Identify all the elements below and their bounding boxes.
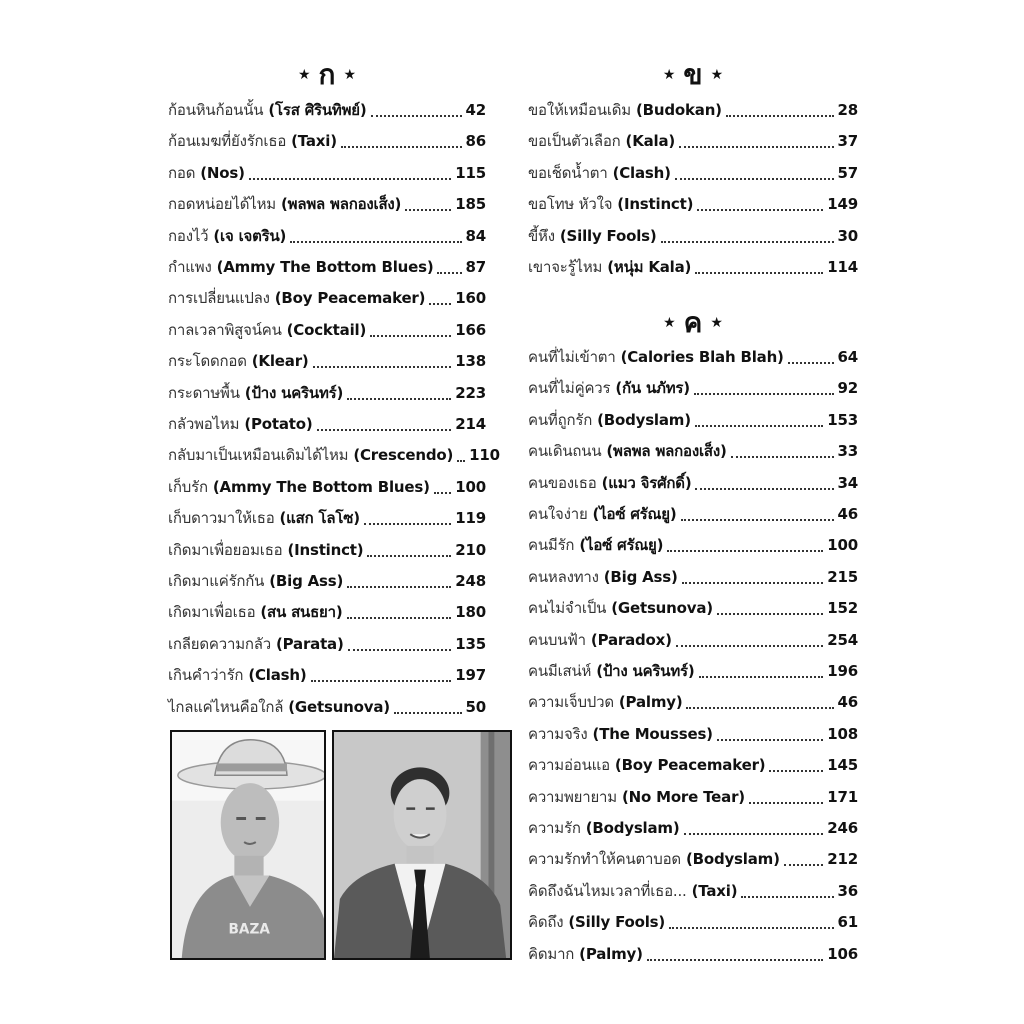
artist-name: (Bodyslam) (585, 819, 680, 837)
page-number: 166 (455, 320, 486, 339)
song-title: ขอเช็ดน้ำตา (528, 163, 608, 182)
dot-leader (682, 582, 824, 584)
toc-entry (528, 656, 858, 686)
dot-leader (367, 555, 451, 557)
dot-leader (661, 241, 834, 243)
artist-name: (แมว จิรศักดิ์) (601, 473, 692, 492)
toc-entry (528, 625, 858, 655)
artist-name: (Bodyslam) (597, 410, 691, 429)
artist-name: (ไอซ์ ศรัณยู) (592, 505, 677, 523)
toc-entry (528, 436, 858, 466)
page-number: 100 (455, 477, 486, 496)
toc-entry (528, 593, 858, 623)
star-icon: ★ (343, 67, 357, 83)
page-number: 108 (827, 724, 858, 743)
song-title: ความรักทำให้คนตาบอด (528, 850, 681, 869)
star-icon: ★ (710, 67, 724, 83)
dot-leader (695, 488, 833, 490)
artist-name: (Calories Blah Blah) (620, 348, 784, 366)
artist-name: (โรส ศิรินทิพย์) (268, 101, 367, 119)
page-number: 50 (465, 697, 486, 716)
page-number: 37 (837, 132, 858, 151)
toc-entry (528, 876, 858, 906)
page-number: 197 (455, 666, 486, 685)
artist-name: (Big Ass) (269, 572, 344, 590)
toc-entry (528, 373, 858, 403)
dot-leader (684, 833, 824, 835)
toc-entry (168, 158, 486, 188)
dot-leader (647, 959, 824, 961)
toc-entry (168, 346, 486, 376)
artist-name: (Clash) (612, 163, 671, 182)
toc-entry (528, 782, 858, 812)
artist-name: (No More Tear) (621, 787, 745, 806)
artist-name: (Kala) (625, 132, 676, 151)
dot-leader (394, 712, 462, 714)
dot-leader (784, 864, 824, 866)
page-number: 64 (837, 348, 858, 366)
dot-leader (313, 366, 452, 368)
artist-name: (Palmy) (579, 944, 643, 963)
page-number: 171 (827, 787, 858, 806)
song-title: เกลียดความกลัว (168, 634, 271, 653)
song-title: กำแพง (168, 258, 212, 276)
artist-name: (Ammy The Bottom Blues) (212, 477, 430, 496)
artist-name: (กัน นภัทร) (615, 379, 690, 398)
artist-name: (สน สนธยา) (260, 603, 343, 622)
song-title: ขอโทษ หัวใจ (528, 195, 613, 214)
dot-leader (679, 146, 833, 148)
toc-entry (528, 468, 858, 498)
toc-entry (528, 562, 858, 592)
page-number: 210 (455, 540, 486, 559)
song-title: คนมีเสน่ห์ (528, 662, 592, 680)
song-title: ความอ่อนแอ (528, 756, 610, 775)
page-number: 223 (455, 383, 486, 402)
dot-leader (681, 519, 834, 521)
page-number: 246 (827, 819, 858, 837)
artist-photo-suit-image (334, 732, 510, 958)
song-title: ความจริง (528, 724, 588, 743)
page-number: 42 (465, 101, 486, 119)
dot-leader (697, 209, 823, 211)
artist-name: (พลพล พลกองเส็ง) (606, 442, 727, 461)
page-number: 61 (837, 913, 858, 932)
artist-name: (Silly Fools) (559, 226, 657, 245)
dot-leader (249, 178, 452, 180)
dot-leader (788, 362, 834, 364)
dot-leader (317, 429, 452, 431)
page-number: 30 (837, 226, 858, 245)
song-title: ความเจ็บปวด (528, 693, 614, 712)
star-icon: ★ (710, 315, 723, 331)
dot-leader (405, 209, 451, 211)
artist-photo-suit (332, 730, 512, 960)
dot-leader (717, 613, 823, 615)
page-number: 46 (837, 505, 858, 523)
page-number: 212 (827, 850, 858, 869)
page-number: 46 (837, 693, 858, 712)
artist-name: (Paradox) (590, 630, 672, 649)
page-number: 92 (837, 379, 858, 398)
artist-name: (Big Ass) (603, 567, 678, 586)
artist-name: (ป้าง นครินทร์) (244, 383, 344, 402)
dot-leader (434, 492, 452, 494)
dot-leader (749, 802, 823, 804)
page-number: 185 (455, 195, 486, 214)
toc-entry (168, 566, 486, 596)
dot-leader (741, 896, 833, 898)
artist-name: (Clash) (248, 666, 307, 685)
page-number: 138 (455, 352, 486, 371)
toc-entry (168, 283, 486, 313)
artist-name: (Taxi) (291, 132, 337, 151)
dot-leader (370, 335, 451, 337)
page-number: 110 (469, 446, 500, 465)
artist-name: (พลพล พลกองเส็ง) (280, 195, 402, 214)
artist-name: (Bodyslam) (685, 850, 780, 869)
artist-name: (Getsunova) (288, 697, 390, 716)
toc-entry (528, 126, 858, 156)
artist-name: (Nos) (200, 163, 245, 182)
section-heading-ko (168, 58, 486, 92)
song-title: ขี้หึง (528, 226, 555, 245)
dot-leader (699, 676, 824, 678)
song-title: ก้อนเมฆที่ยังรักเธอ (168, 132, 287, 151)
dot-leader (341, 146, 462, 148)
artist-name: (Klear) (251, 352, 309, 371)
page-number: 84 (465, 226, 486, 245)
toc-entry (528, 342, 858, 372)
artist-name: (Crescendo) (353, 446, 454, 465)
page-number: 214 (455, 415, 486, 433)
toc-entry (528, 499, 858, 529)
page-number: 114 (827, 258, 858, 276)
toc-entry (168, 692, 486, 722)
song-title: คิดถึงฉันไหมเวลาที่เธอ... (528, 881, 687, 900)
page-number: 160 (455, 289, 486, 308)
artist-name: (ไอซ์ ศรัณยู) (579, 536, 664, 555)
artist-name: (หนุ่ม Kala) (607, 258, 692, 276)
song-title: คนไม่จำเป็น (528, 599, 607, 618)
page-number: 180 (455, 603, 486, 622)
artist-name: (ป้าง นครินทร์) (596, 662, 695, 680)
song-title: เก็บรัก (168, 477, 208, 496)
song-title: คนบนฟ้า (528, 630, 586, 649)
song-title: ขอเป็นตัวเลือก (528, 132, 621, 151)
dot-leader (429, 303, 451, 305)
song-title: กอดหน่อยได้ไหม (168, 195, 276, 214)
artist-name: (Instinct) (617, 195, 694, 214)
dot-leader (437, 272, 461, 274)
section-heading-kho (528, 306, 858, 340)
page-number: 34 (837, 473, 858, 492)
toc-entry (168, 472, 486, 502)
toc-entry (168, 378, 486, 408)
toc-entry (528, 530, 858, 560)
toc-entry (528, 907, 858, 937)
artist-name: (Silly Fools) (568, 913, 666, 932)
song-title: กระดาษพื้น (168, 383, 240, 402)
song-title: กลัวพอไหม (168, 415, 240, 433)
song-title: ความพยายาม (528, 787, 617, 806)
section-letter: ค (683, 306, 703, 339)
song-title: คนที่ไม่คู่ควร (528, 379, 611, 398)
toc-entry (168, 440, 500, 470)
artist-name: (Budokan) (636, 101, 722, 119)
toc-entry (528, 844, 858, 874)
section-letter: ข (683, 58, 703, 91)
dot-leader (694, 393, 834, 395)
artist-name: (The Mousses) (592, 724, 713, 743)
toc-entry (168, 95, 486, 125)
song-title: คนใจง่าย (528, 505, 588, 523)
page-number: 119 (455, 509, 486, 528)
artist-name: (Ammy The Bottom Blues) (216, 258, 434, 276)
artist-name: (เจ เจตริน) (213, 226, 287, 245)
song-title: กลับมาเป็นเหมือนเดิมได้ไหม (168, 446, 349, 465)
dot-leader (676, 645, 823, 647)
song-title: กระโดดกอด (168, 352, 247, 371)
artist-name: (Parata) (276, 634, 344, 653)
dot-leader (695, 425, 823, 427)
song-title: การเปลี่ยนแปลง (168, 289, 270, 308)
page-number: 115 (455, 163, 486, 182)
song-title: ก้อนหินก้อนนั้น (168, 101, 264, 119)
dot-leader (311, 680, 452, 682)
dot-leader (731, 456, 834, 458)
page-number: 153 (827, 410, 858, 429)
dot-leader (669, 927, 833, 929)
toc-entry (168, 597, 486, 627)
song-title: เก็บดาวมาให้เธอ (168, 509, 275, 528)
toc-entry (528, 221, 858, 251)
toc-entry (528, 189, 858, 219)
toc-entry (168, 189, 486, 219)
toc-entry (168, 221, 486, 251)
dot-leader (347, 398, 451, 400)
song-title: คนหลงทาง (528, 567, 599, 586)
artist-name: (Boy Peacemaker) (274, 289, 426, 308)
page-number: 33 (837, 442, 858, 461)
song-title: คนเดินถนน (528, 442, 602, 461)
page-number: 36 (837, 881, 858, 900)
dot-leader (675, 178, 834, 180)
dot-leader (364, 523, 451, 525)
song-title: ความรัก (528, 819, 581, 837)
song-title: กาลเวลาพิสูจน์คน (168, 320, 282, 339)
toc-entry (168, 252, 486, 282)
artist-name: (Getsunova) (611, 599, 713, 618)
svg-text:BAZA: BAZA (228, 921, 270, 938)
song-title: ขอให้เหมือนเดิม (528, 101, 631, 119)
toc-entry (528, 813, 858, 843)
page-number: 28 (837, 101, 858, 119)
artist-name: (แสก โลโซ) (279, 509, 360, 528)
song-title: กอด (168, 163, 196, 182)
dot-leader (769, 770, 823, 772)
section-letter: ก (318, 58, 336, 91)
toc-entry (168, 503, 486, 533)
toc-entry (168, 629, 486, 659)
toc-entry (528, 405, 858, 435)
artist-name: (Taxi) (691, 881, 738, 900)
artist-name: (Potato) (244, 415, 313, 433)
toc-entry (528, 252, 858, 282)
song-title: คนของเธอ (528, 473, 597, 492)
star-icon: ★ (663, 315, 676, 331)
page-number: 248 (455, 572, 486, 590)
page-number: 86 (465, 132, 486, 151)
page-number: 100 (827, 536, 858, 555)
toc-entry (528, 939, 858, 969)
dot-leader (695, 272, 823, 274)
star-icon: ★ (662, 67, 676, 83)
page-number: 215 (827, 567, 858, 586)
toc-entry (168, 660, 486, 690)
toc-entry (528, 750, 858, 780)
dot-leader (347, 586, 451, 588)
song-title: คนที่ไม่เข้าตา (528, 348, 616, 366)
artist-name: (Boy Peacemaker) (614, 756, 766, 775)
page-number: 152 (827, 599, 858, 618)
page-number: 149 (827, 195, 858, 214)
song-title: เกิดมาแค่รักกัน (168, 572, 265, 590)
artist-name: (Cocktail) (286, 320, 367, 339)
song-title: ไกลแค่ไหนคือใกล้ (168, 697, 284, 716)
song-title: กองไว้ (168, 226, 209, 245)
page-number: 106 (827, 944, 858, 963)
dot-leader (667, 550, 823, 552)
page-number: 145 (827, 756, 858, 775)
dot-leader (457, 460, 465, 462)
artist-name: (Palmy) (618, 693, 683, 712)
artist-photo-hat-image (172, 732, 324, 958)
dot-leader (348, 649, 452, 651)
dot-leader (371, 115, 462, 117)
song-title: เกิดมาเพื่อยอมเธอ (168, 540, 283, 559)
dot-leader (686, 707, 833, 709)
toc-entry (528, 719, 858, 749)
toc-entry (528, 158, 858, 188)
star-icon: ★ (297, 67, 311, 83)
page-number: 57 (837, 163, 858, 182)
song-title: เขาจะรู้ไหม (528, 258, 603, 276)
song-title: คนมีรัก (528, 536, 575, 555)
toc-entry (168, 409, 486, 439)
page-number: 254 (827, 630, 858, 649)
toc-entry (168, 126, 486, 156)
dot-leader (347, 617, 452, 619)
song-title: คิดมาก (528, 944, 575, 963)
dot-leader (290, 241, 461, 243)
toc-entry (528, 687, 858, 717)
page-number: 196 (827, 662, 858, 680)
artist-photo-hat (170, 730, 326, 960)
toc-entry (528, 95, 858, 125)
song-title: คนที่ถูกรัก (528, 410, 593, 429)
toc-entry (168, 315, 486, 345)
section-heading-kh (528, 58, 858, 92)
song-title: คิดถึง (528, 913, 564, 932)
toc-entry (168, 535, 486, 565)
dot-leader (726, 115, 834, 117)
song-title: เกิดมาเพื่อเธอ (168, 603, 256, 622)
page-number: 87 (465, 258, 486, 276)
page-number: 135 (455, 634, 486, 653)
dot-leader (717, 739, 823, 741)
artist-name: (Instinct) (287, 540, 364, 559)
song-title: เกินคำว่ารัก (168, 666, 244, 685)
